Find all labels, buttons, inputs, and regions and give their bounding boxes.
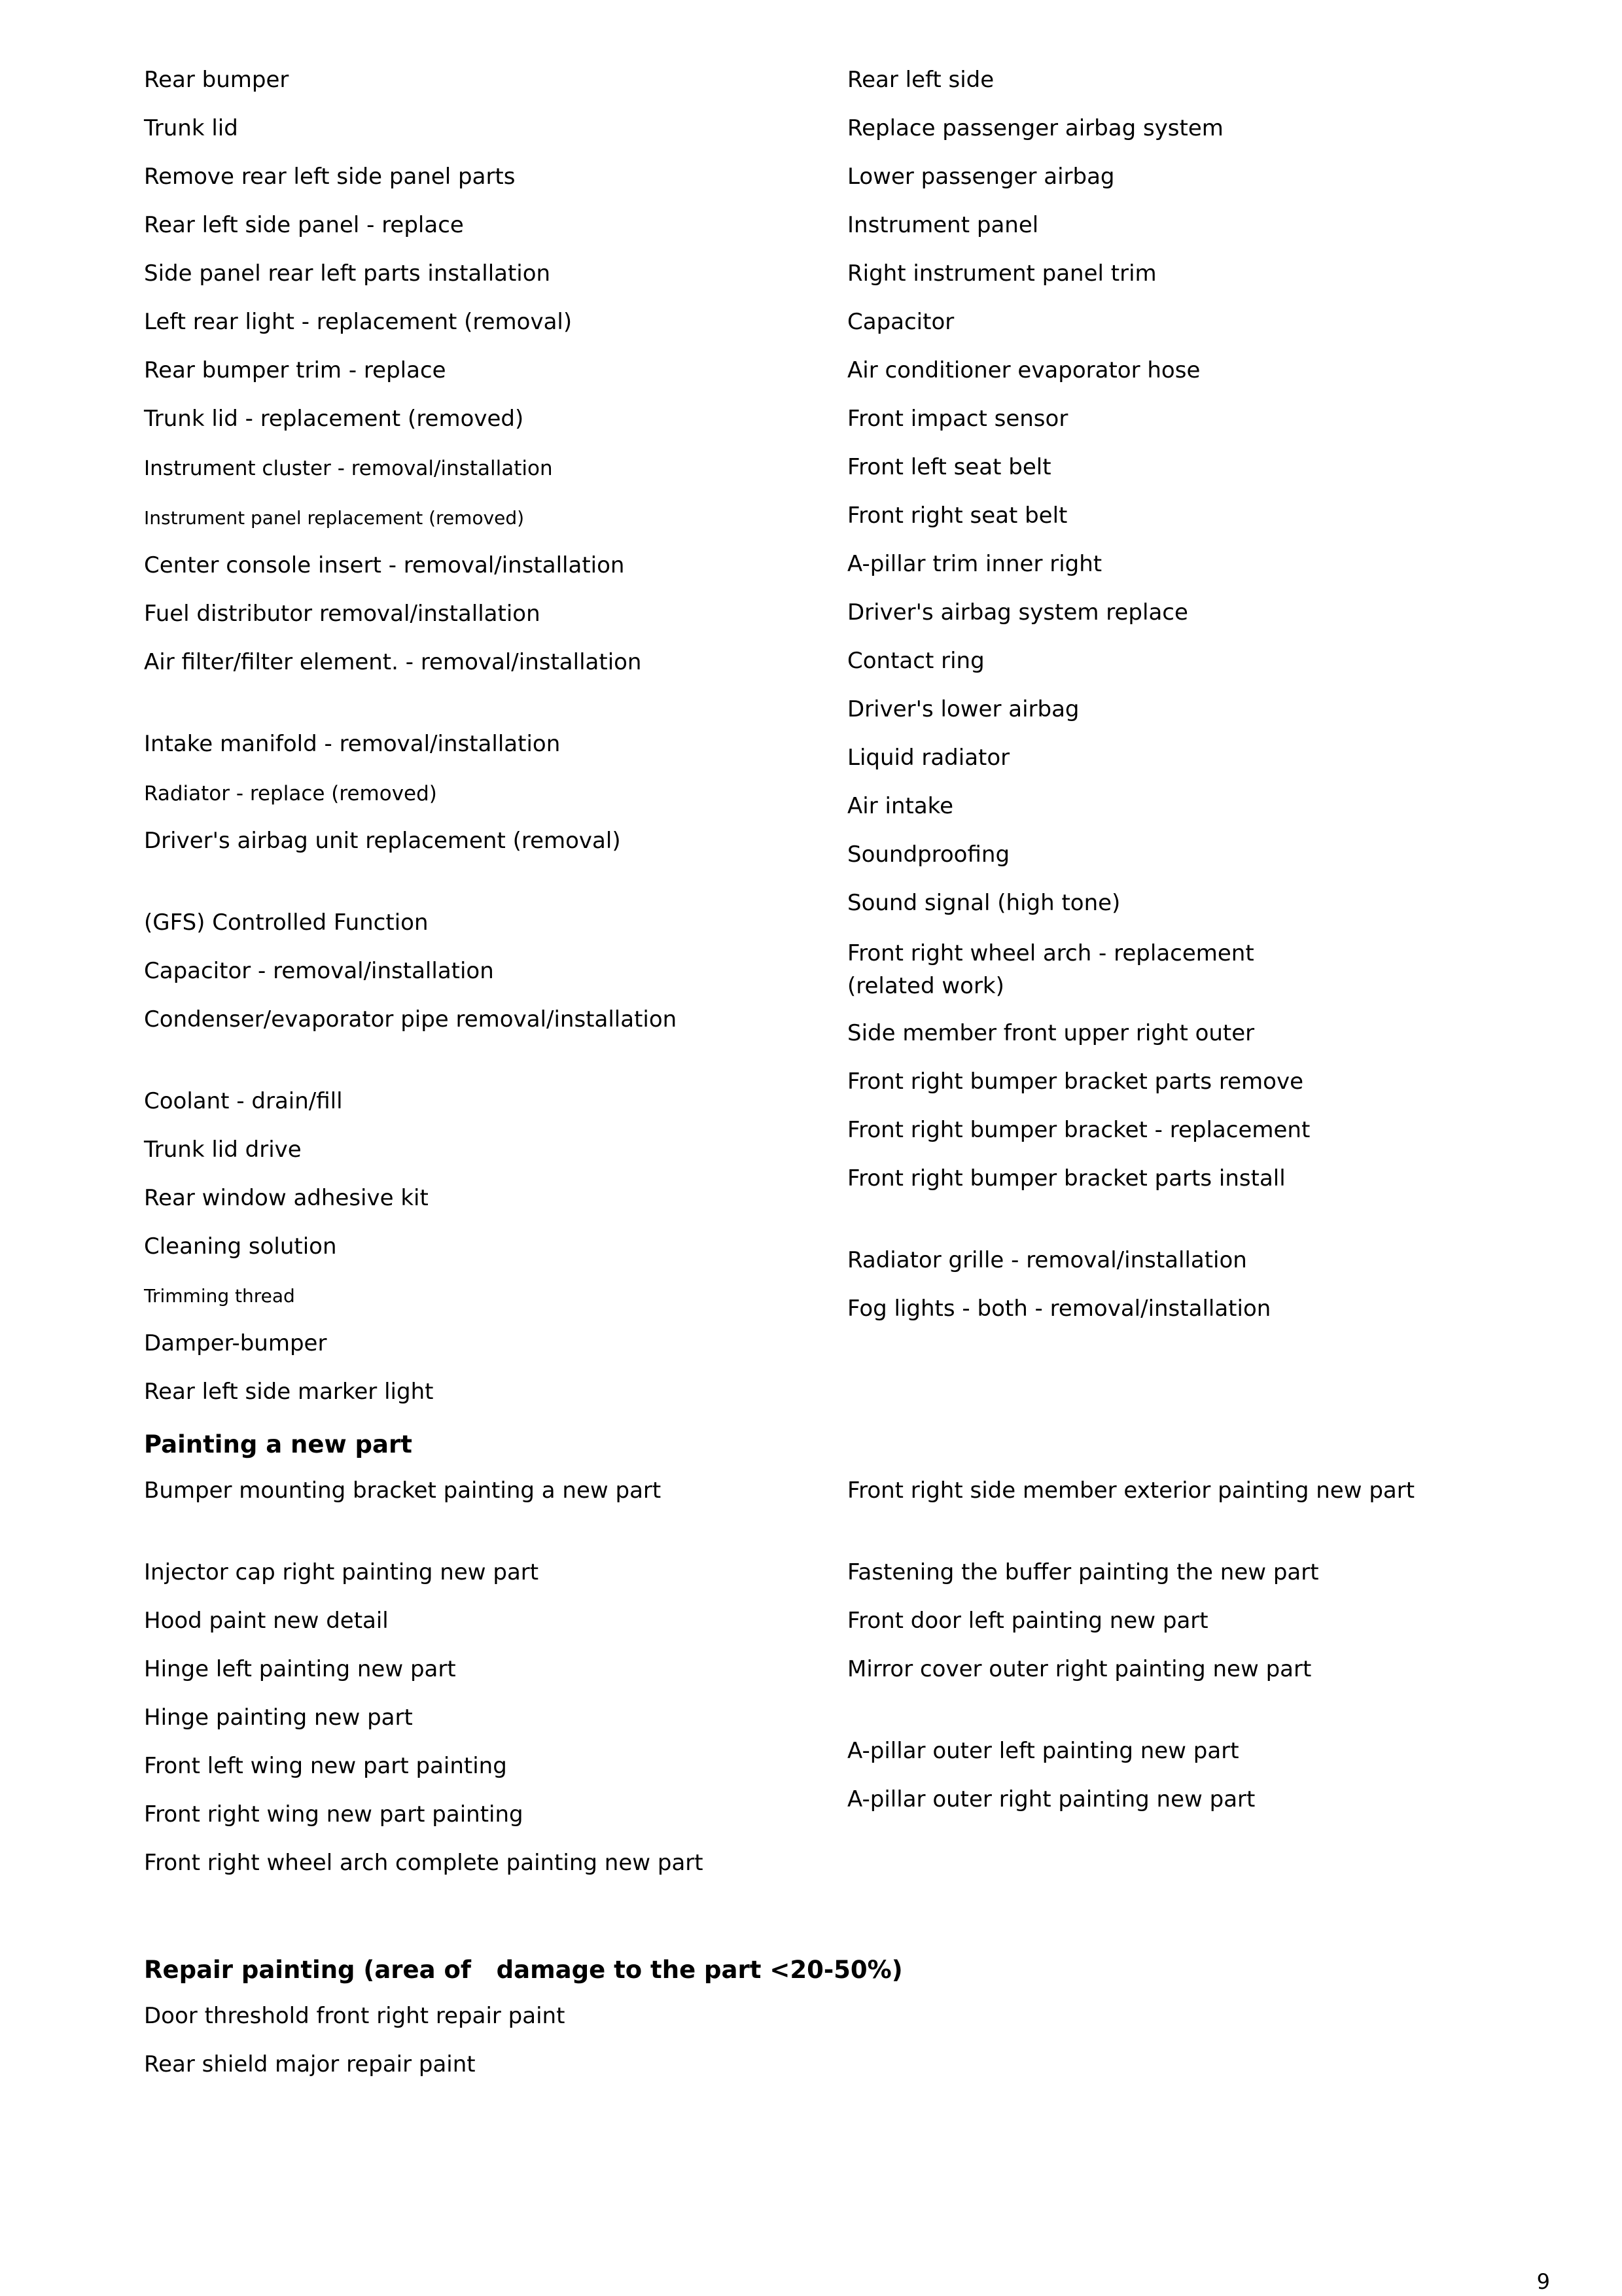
list-item: Rear bumper trim - replace	[144, 357, 446, 383]
list-item: Instrument cluster - removal/installation	[144, 457, 553, 480]
list-item: Fuel distributor removal/installation	[144, 601, 540, 627]
section-heading-painting-new: Painting a new part	[144, 1430, 412, 1458]
list-item: Front left wing new part painting	[144, 1753, 507, 1779]
list-item: Front right bumper bracket - replacement	[847, 1117, 1311, 1143]
list-item: Instrument panel replacement (removed)	[144, 507, 525, 529]
list-item: Front impact sensor	[847, 406, 1068, 432]
list-item: Hinge painting new part	[144, 1704, 413, 1731]
list-item: Fastening the buffer painting the new part	[847, 1559, 1319, 1585]
list-item: Front right bumper bracket parts install	[847, 1165, 1286, 1192]
list-item: (GFS) Controlled Function	[144, 910, 429, 936]
list-item: Front right wheel arch complete painting new part	[144, 1850, 703, 1876]
list-item: A-pillar outer left painting new part	[847, 1738, 1239, 1764]
list-item: Front door left painting new part	[847, 1608, 1208, 1634]
list-item: A-pillar outer right painting new part	[847, 1786, 1256, 1812]
list-item: Liquid radiator	[847, 745, 1010, 771]
list-item: Rear bumper	[144, 67, 289, 93]
list-item: Radiator grille - removal/installation	[847, 1247, 1247, 1273]
list-item: Radiator - replace (removed)	[144, 782, 437, 805]
list-item: Side panel rear left parts installation	[144, 260, 551, 287]
list-item: Mirror cover outer right painting new part	[847, 1656, 1312, 1682]
list-item: Coolant - drain/fill	[144, 1088, 343, 1114]
list-item: Capacitor - removal/installation	[144, 958, 494, 984]
list-item: Right instrument panel trim	[847, 260, 1157, 287]
list-item: Lower passenger airbag	[847, 164, 1115, 190]
list-item: Cleaning solution	[144, 1233, 337, 1260]
list-item: Capacitor	[847, 309, 955, 335]
list-item: Rear left side	[847, 67, 995, 93]
list-item: Replace passenger airbag system	[847, 115, 1224, 141]
list-item: Soundproofing	[847, 841, 1010, 868]
list-item: Remove rear left side panel parts	[144, 164, 516, 190]
list-item: Front right wing new part painting	[144, 1801, 523, 1828]
list-item: Instrument panel	[847, 212, 1039, 238]
list-item: Air intake	[847, 793, 954, 819]
list-item: Trimming thread	[144, 1285, 295, 1307]
list-item: A-pillar trim inner right	[847, 551, 1102, 577]
list-item: Driver's airbag unit replacement (removal)	[144, 828, 621, 854]
list-item: Front right wheel arch - replacement (related work)	[847, 940, 1254, 999]
list-item: Trunk lid drive	[144, 1137, 302, 1163]
list-item: Driver's airbag system replace	[847, 599, 1188, 626]
list-item: Bumper mounting bracket painting a new part	[144, 1477, 661, 1504]
list-item: Hinge left painting new part	[144, 1656, 456, 1682]
list-item: Rear left side marker light	[144, 1379, 434, 1405]
list-item: Rear shield major repair paint	[144, 2051, 476, 2077]
list-item: Front right side member exterior painting new part	[847, 1477, 1415, 1504]
list-item: Door threshold front right repair paint	[144, 2003, 565, 2029]
list-item: Air filter/filter element. - removal/installation	[144, 649, 642, 675]
list-item: Rear left side panel - replace	[144, 212, 464, 238]
section-heading-repair-painting: Repair painting (area of damage to the part <20-50%)	[144, 1956, 903, 1984]
list-item: Air conditioner evaporator hose	[847, 357, 1201, 383]
list-item: Center console insert - removal/installation	[144, 552, 625, 578]
list-item: Intake manifold - removal/installation	[144, 731, 561, 757]
list-item: Sound signal (high tone)	[847, 890, 1121, 916]
list-item: Contact ring	[847, 648, 985, 674]
list-item: Driver's lower airbag	[847, 696, 1080, 722]
list-item: Rear window adhesive kit	[144, 1185, 429, 1211]
list-item: Left rear light - replacement (removal)	[144, 309, 573, 335]
list-item: Injector cap right painting new part	[144, 1559, 539, 1585]
list-item: Front left seat belt	[847, 454, 1051, 480]
list-item: Front right seat belt	[847, 503, 1068, 529]
list-item: Condenser/evaporator pipe removal/installation	[144, 1006, 677, 1033]
list-item: Front right bumper bracket parts remove	[847, 1069, 1304, 1095]
page-number: 9	[1536, 2269, 1550, 2294]
list-item: Side member front upper right outer	[847, 1020, 1255, 1046]
list-item: Fog lights - both - removal/installation	[847, 1296, 1271, 1322]
list-item: Trunk lid	[144, 115, 238, 141]
list-item: Damper-bumper	[144, 1330, 327, 1356]
list-item: Hood paint new detail	[144, 1608, 389, 1634]
list-item: Trunk lid - replacement (removed)	[144, 406, 524, 432]
